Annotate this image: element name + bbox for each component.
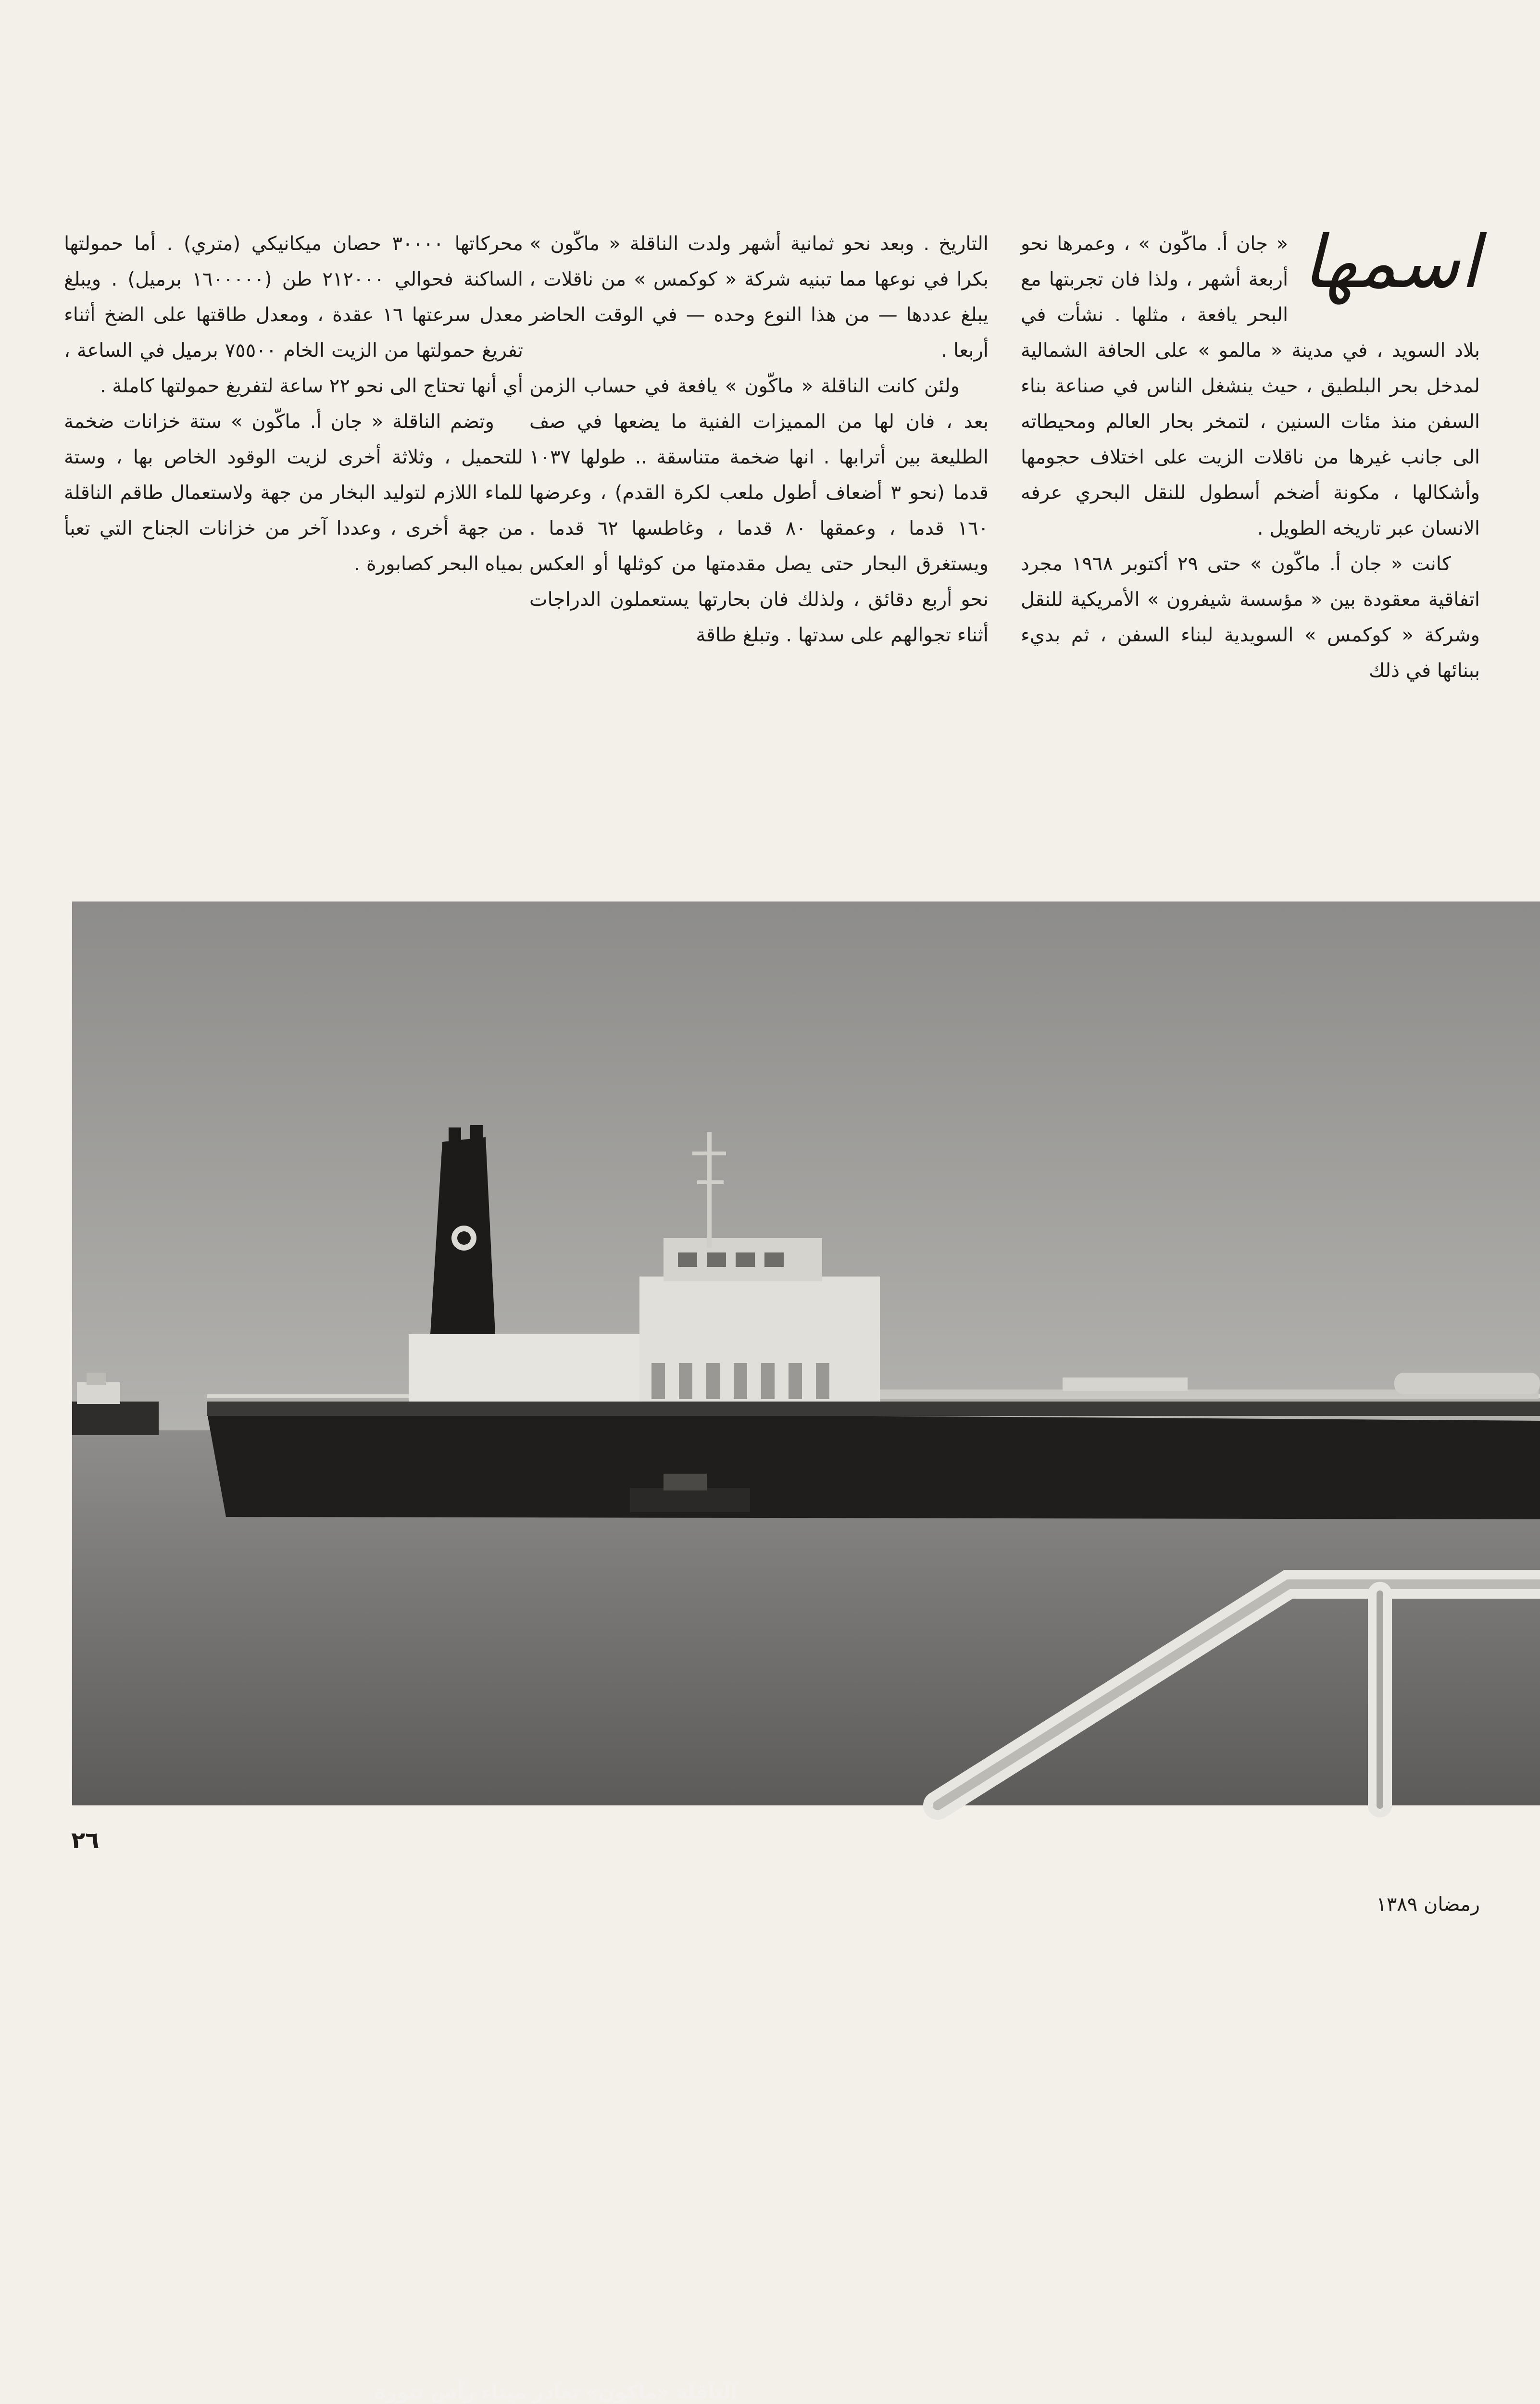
article-column-right <box>1021 221 1480 689</box>
article-column-middle <box>529 226 989 653</box>
article-paragraph <box>1021 221 1480 546</box>
article-paragraph: كانت « جان أ. ماكّون » حتى ٢٩ أكتوبر ١٩٦٨ مجرد اتفاقية معقودة بين « مؤسسة شيفرون » الأمريكية للنقل وشركة « كوكمس » السويدية لبناء السفن ، ثم بديء ببنائها في ذلك <box>1021 553 1480 682</box>
paragraph-text: « جان أ. ماكّون » ، وعمرها نحو أربعة أشهر ، ولذا فان تجربتها مع البحر يافعة ، مثلها . نشأت في بلاد السويد ، في مدينة « مالمو » على الحافة الشمالية لمدخل بحر البلطيق ، حيث ينشغل الناس في صناعة بناء السفن منذ مئات السنين ، لتمخر بحار العالم ومحيطاته الى جانب غيرها من ناقلات الزيت على اختلاف حجومها وأشكالها ، مكونة أضخم أسطول للنقل البحري عرفه الانسان عبر تاريخه الطويل . <box>1021 233 1480 539</box>
article-paragraph: ولئن كانت الناقلة « ماكّون » يافعة في حساب الزمن بعد ، فان لها من المميزات الفنية ما يضعها في صف الطليعة بين أترابها . انها ضخمة متناسقة .. طولها ١٠٣٧ قدما (نحو ٣ أضعاف أطول ملعب لكرة القدم) ، وعرضها ١٦٠ قدما ، وعمقها ٨٠ قدما ، وغاطسها ٦٢ قدما . ويستغرق البحار حتى يصل مقدمتها من كوثلها أو العكس نحو أربع دقائق ، ولذلك فان بحارتها يستعملون الدراجات أثناء تجوالهم على سدتها . وتبلغ طاقة <box>529 375 989 646</box>
caption-line: الناقلة «ماكون» تغادر ميناء رأس تنورة <box>374 2381 737 2404</box>
photo-caption <box>372 2378 737 2404</box>
article-paragraph: التاريخ . وبعد نحو ثمانية أشهر ولدت الناقلة « ماكّون » بكرا في نوعها مما تبنيه شركة « كوكمس » من ناقلات ، يبلغ عددها — من هذا النوع وحده — في الوقت الحاضر أربعا . <box>529 233 989 362</box>
dropcap-heading: اسمها <box>1302 221 1480 304</box>
article-column-left <box>64 226 523 582</box>
article-paragraph: وتضم الناقلة « جان أ. ماكّون » ستة خزانات ضخمة للتحميل ، وثلاثة أخرى لزيت الوقود الخاص بها ، وستة للماء اللازم لتوليد البخار من جهة ولاستعمال طاقم الناقلة من جهة أخرى ، وعددا آخر من خزانات الجناح التي تعبأ بمياه البحر كصابورة . <box>64 411 523 575</box>
article-paragraph: محركاتها ٣٠٠٠٠ حصان ميكانيكي (متري) . أما حمولتها الساكنة فحوالي ٢١٢٠٠٠ طن (١٦٠٠٠٠٠ برميل) . ويبلغ معدل سرعتها ١٦ عقدة ، ومعدل طاقتها على الضخ أثناء تفريغ حمولتها من الزيت الخام ٧٥٥٠٠ برميل في الساعة ، أي أنها تحتاج الى نحو ٢٢ ساعة لتفريغ حمولتها كاملة . <box>64 233 523 397</box>
page-number: ٢٦ <box>71 1827 100 1854</box>
issue-date: رمضان ١٣٨٩ <box>1376 1893 1480 1916</box>
